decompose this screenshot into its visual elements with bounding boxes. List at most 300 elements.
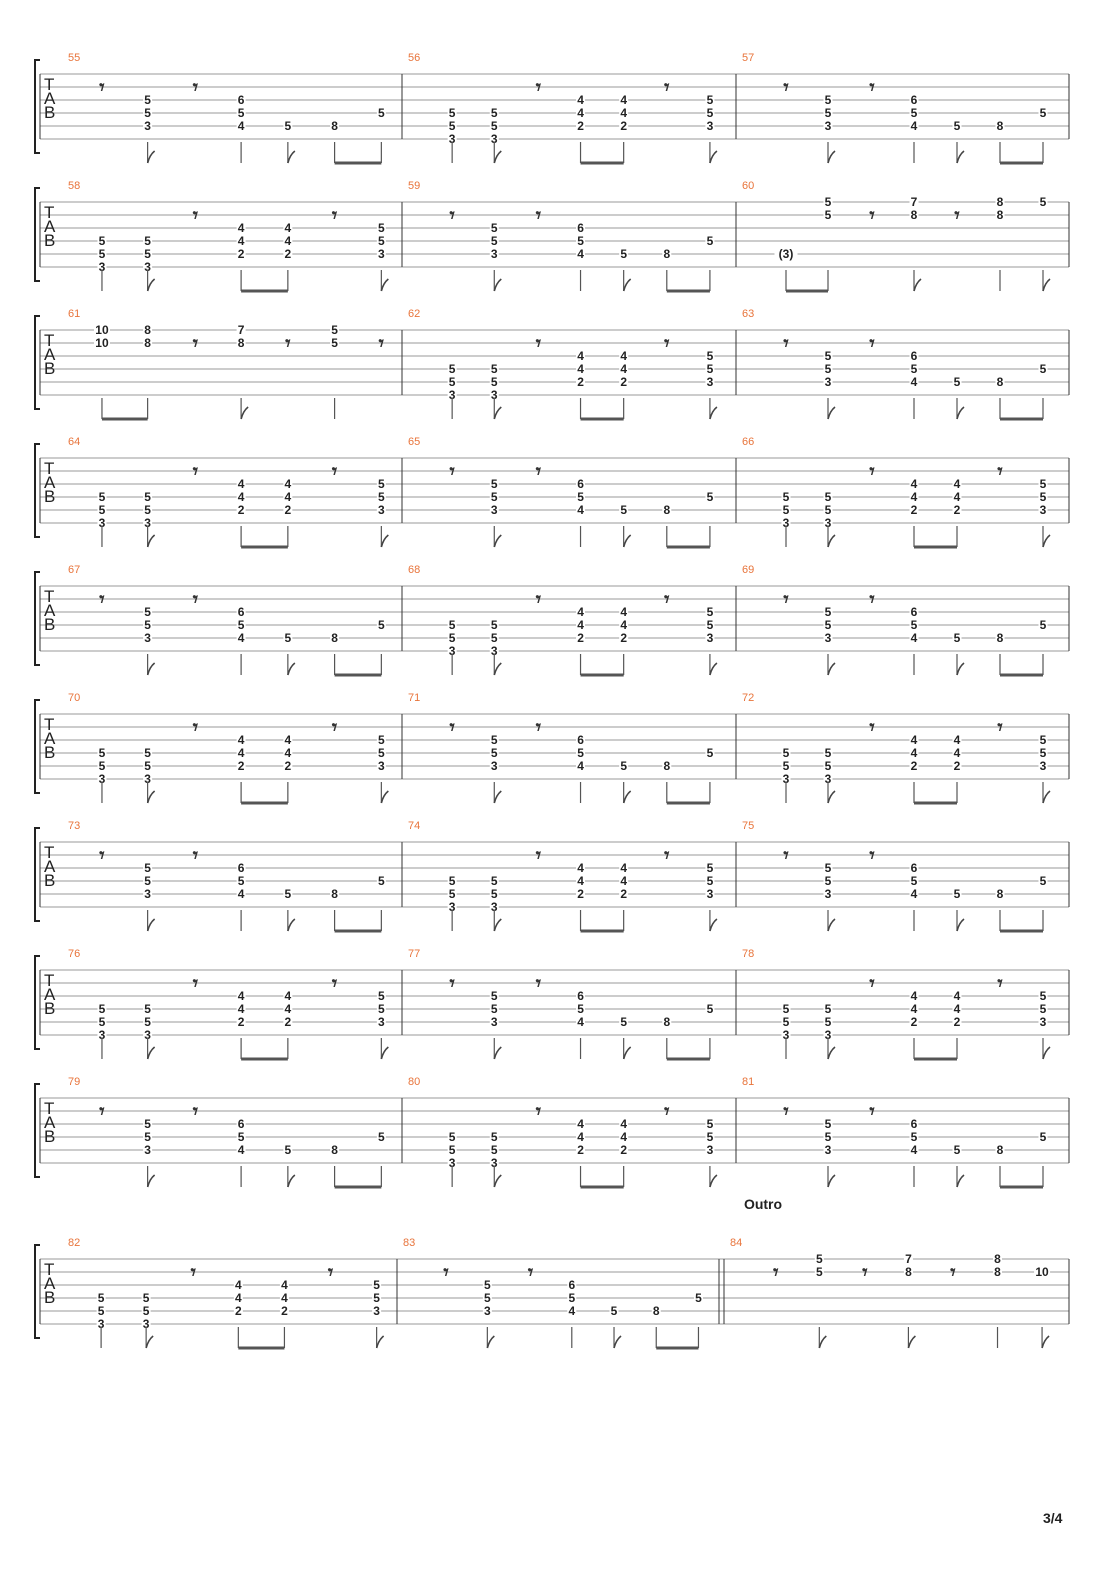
fret-number: 4 bbox=[284, 733, 292, 747]
fret-number: 8 bbox=[331, 887, 338, 901]
eighth-rest: 𝄾 bbox=[869, 331, 875, 355]
fret-number: 5 bbox=[144, 759, 151, 773]
fret-number: 3 bbox=[490, 644, 498, 658]
fret-number: 3 bbox=[98, 516, 106, 530]
fret-number: 5 bbox=[284, 1143, 292, 1157]
fret-number: 10 bbox=[95, 336, 109, 350]
note-flag bbox=[148, 151, 155, 163]
fret-number: 5 bbox=[1039, 477, 1047, 491]
fret-number: 3 bbox=[144, 1028, 151, 1042]
fret-number: 5 bbox=[706, 234, 714, 248]
eighth-rest: 𝄾 bbox=[783, 75, 789, 99]
fret-number: 3 bbox=[448, 132, 456, 146]
fret-number: 5 bbox=[1039, 362, 1047, 376]
fret-number: 5 bbox=[1039, 1002, 1047, 1016]
fret-number: 5 bbox=[378, 1130, 385, 1144]
eighth-rest: 𝄾 bbox=[331, 203, 338, 227]
fret-number: 5 bbox=[824, 1015, 832, 1029]
tab-clef-letter: B bbox=[44, 487, 56, 506]
tab-clef-letter: B bbox=[44, 999, 56, 1018]
fret-number: 5 bbox=[815, 1252, 823, 1266]
eighth-rest: 𝄾 bbox=[192, 459, 199, 483]
eighth-rest: 𝄾 bbox=[535, 331, 542, 355]
fret-number: 5 bbox=[824, 362, 832, 376]
fret-number: 3 bbox=[490, 388, 498, 402]
tab-clef-letter: A bbox=[44, 1113, 56, 1132]
eighth-rest: 𝄾 bbox=[997, 971, 1003, 995]
eighth-rest: 𝄾 bbox=[192, 971, 199, 995]
fret-number: 8 bbox=[996, 195, 1004, 209]
fret-number: 5 bbox=[144, 247, 151, 261]
measure-number: 59 bbox=[408, 180, 421, 192]
fret-number: 3 bbox=[448, 1156, 456, 1170]
fret-number: 10 bbox=[1035, 1265, 1049, 1279]
fret-number: 4 bbox=[620, 861, 628, 875]
tab-clef-letter: A bbox=[44, 89, 56, 108]
fret-number: 5 bbox=[448, 618, 456, 632]
note-flag bbox=[957, 1175, 964, 1187]
fret-number: 5 bbox=[144, 618, 151, 632]
measure bbox=[68, 564, 386, 675]
fret-number: 4 bbox=[284, 1002, 292, 1016]
eighth-rest: 𝄾 bbox=[783, 587, 789, 611]
eighth-rest: 𝄾 bbox=[327, 1260, 334, 1284]
fret-number: 5 bbox=[824, 746, 832, 760]
fret-number: 3 bbox=[144, 516, 151, 530]
fret-number: 5 bbox=[331, 336, 338, 350]
fret-number: 3 bbox=[373, 1304, 380, 1318]
note-flag bbox=[1043, 791, 1050, 803]
note-flag bbox=[288, 151, 295, 163]
fret-number: 5 bbox=[490, 1002, 498, 1016]
fret-number: 2 bbox=[577, 375, 584, 389]
fret-number: 5 bbox=[953, 375, 961, 389]
measure bbox=[68, 180, 388, 291]
fret-number: 5 bbox=[144, 490, 151, 504]
measure-number: 70 bbox=[68, 692, 81, 704]
note-flag bbox=[494, 279, 501, 291]
fret-number: 4 bbox=[577, 759, 584, 773]
measure-number: 66 bbox=[742, 436, 755, 448]
fret-number: 4 bbox=[910, 1002, 918, 1016]
eighth-rest: 𝄾 bbox=[997, 459, 1003, 483]
fret-number: 5 bbox=[1039, 989, 1047, 1003]
measure bbox=[68, 52, 386, 163]
fret-number: 3 bbox=[144, 119, 151, 133]
fret-number: 3 bbox=[1039, 503, 1047, 517]
fret-number: 2 bbox=[577, 1143, 584, 1157]
fret-number: 3 bbox=[824, 631, 832, 645]
fret-number: 2 bbox=[284, 1015, 292, 1029]
fret-number: 3 bbox=[782, 772, 790, 786]
note-flag bbox=[624, 791, 631, 803]
note-flag bbox=[1043, 535, 1050, 547]
tab-clef-letter: T bbox=[44, 75, 55, 94]
fret-number: 6 bbox=[910, 605, 918, 619]
fret-number: 3 bbox=[490, 132, 498, 146]
tab-system bbox=[35, 1076, 1069, 1187]
fret-number: 5 bbox=[620, 1015, 628, 1029]
measure bbox=[408, 1076, 717, 1187]
fret-number: 4 bbox=[910, 733, 918, 747]
fret-number: 5 bbox=[490, 221, 498, 235]
note-flag bbox=[148, 1175, 155, 1187]
note-flag bbox=[288, 1175, 295, 1187]
fret-number: 6 bbox=[910, 861, 918, 875]
system-brace bbox=[35, 700, 40, 793]
fret-number: 4 bbox=[237, 221, 245, 235]
fret-number: 3 bbox=[144, 1143, 151, 1157]
eighth-rest: 𝄾 bbox=[869, 203, 875, 227]
fret-number: 8 bbox=[663, 503, 671, 517]
fret-number: 2 bbox=[284, 503, 292, 517]
note-flag bbox=[146, 1336, 153, 1348]
measure-number: 64 bbox=[68, 436, 81, 448]
tab-clef-letter: A bbox=[44, 857, 56, 876]
note-flag bbox=[828, 1175, 835, 1187]
eighth-rest: 𝄾 bbox=[331, 971, 338, 995]
measure-number: 58 bbox=[68, 180, 81, 192]
measure bbox=[742, 436, 1050, 547]
fret-number: 4 bbox=[577, 1130, 584, 1144]
measure bbox=[742, 1076, 1048, 1187]
note-flag bbox=[494, 535, 501, 547]
fret-number: 5 bbox=[577, 746, 584, 760]
fret-number: 5 bbox=[824, 106, 832, 120]
fret-number: 5 bbox=[378, 733, 385, 747]
fret-number: 3 bbox=[706, 119, 714, 133]
fret-number: 4 bbox=[237, 1143, 245, 1157]
fret-number: 3 bbox=[144, 772, 151, 786]
fret-number: (3) bbox=[778, 247, 794, 261]
note-flag bbox=[957, 919, 964, 931]
fret-number: 3 bbox=[706, 887, 714, 901]
fret-number: 5 bbox=[378, 477, 385, 491]
fret-number: 5 bbox=[144, 106, 151, 120]
fret-number: 5 bbox=[824, 503, 832, 517]
fret-number: 2 bbox=[953, 1015, 961, 1029]
fret-number: 3 bbox=[490, 759, 498, 773]
tab-system bbox=[35, 948, 1069, 1059]
fret-number: 4 bbox=[577, 618, 584, 632]
note-flag bbox=[148, 663, 155, 675]
measure bbox=[408, 308, 717, 419]
fret-number: 5 bbox=[706, 1002, 714, 1016]
fret-number: 5 bbox=[1039, 106, 1047, 120]
fret-number: 4 bbox=[577, 247, 584, 261]
eighth-rest: 𝄾 bbox=[664, 75, 670, 99]
fret-number: 5 bbox=[142, 1304, 150, 1318]
measure bbox=[408, 180, 714, 291]
fret-number: 3 bbox=[142, 1317, 150, 1331]
fret-number: 5 bbox=[706, 861, 714, 875]
eighth-rest: 𝄾 bbox=[192, 715, 199, 739]
measure bbox=[68, 948, 388, 1059]
fret-number: 2 bbox=[234, 1304, 242, 1318]
fret-number: 4 bbox=[910, 887, 918, 901]
note-flag bbox=[381, 791, 388, 803]
note-flag bbox=[288, 919, 295, 931]
fret-number: 5 bbox=[98, 490, 106, 504]
section-label: Outro bbox=[743, 1196, 783, 1212]
fret-number: 4 bbox=[910, 746, 918, 760]
fret-number: 3 bbox=[824, 1143, 832, 1157]
tab-clef-letter: A bbox=[44, 473, 56, 492]
fret-number: 5 bbox=[1039, 195, 1047, 209]
eighth-rest: 𝄾 bbox=[192, 203, 199, 227]
eighth-rest: 𝄾 bbox=[285, 331, 291, 355]
system-brace bbox=[35, 316, 40, 409]
eighth-rest: 𝄾 bbox=[773, 1260, 779, 1284]
fret-number: 4 bbox=[953, 1002, 961, 1016]
fret-number: 5 bbox=[448, 631, 456, 645]
measure bbox=[68, 1076, 386, 1187]
fret-number: 5 bbox=[782, 759, 790, 773]
fret-number: 4 bbox=[284, 477, 292, 491]
fret-number: 5 bbox=[782, 1015, 790, 1029]
measure bbox=[408, 564, 717, 675]
note-flag bbox=[494, 791, 501, 803]
measure bbox=[408, 436, 714, 547]
fret-number: 8 bbox=[996, 1143, 1004, 1157]
measure-number: 65 bbox=[408, 436, 421, 448]
fret-number: 3 bbox=[483, 1304, 491, 1318]
fret-number: 3 bbox=[490, 900, 498, 914]
fret-number: 6 bbox=[910, 93, 918, 107]
fret-number: 4 bbox=[284, 221, 292, 235]
fret-number: 3 bbox=[144, 631, 151, 645]
fret-number: 5 bbox=[490, 887, 498, 901]
fret-number: 5 bbox=[378, 1002, 385, 1016]
fret-number: 5 bbox=[706, 490, 714, 504]
fret-number: 5 bbox=[237, 618, 245, 632]
note-flag bbox=[710, 407, 717, 419]
fret-number: 4 bbox=[953, 746, 961, 760]
fret-number: 5 bbox=[144, 93, 151, 107]
fret-number: 5 bbox=[98, 234, 106, 248]
tab-clef-letter: T bbox=[44, 587, 55, 606]
tab-clef-letter: B bbox=[44, 1127, 56, 1146]
note-flag bbox=[494, 919, 501, 931]
fret-number: 5 bbox=[378, 874, 385, 888]
fret-number: 8 bbox=[331, 119, 338, 133]
note-flag bbox=[381, 279, 388, 291]
fret-number: 5 bbox=[373, 1278, 380, 1292]
fret-number: 4 bbox=[284, 989, 292, 1003]
measure-number: 82 bbox=[68, 1237, 81, 1249]
fret-number: 4 bbox=[620, 605, 628, 619]
note-flag bbox=[710, 1175, 717, 1187]
fret-number: 5 bbox=[448, 106, 456, 120]
fret-number: 4 bbox=[234, 1278, 242, 1292]
fret-number: 2 bbox=[620, 375, 628, 389]
fret-number: 5 bbox=[953, 631, 961, 645]
fret-number: 4 bbox=[237, 989, 245, 1003]
eighth-rest: 𝄾 bbox=[535, 587, 542, 611]
fret-number: 5 bbox=[824, 195, 832, 209]
fret-number: 5 bbox=[284, 887, 292, 901]
fret-number: 5 bbox=[98, 1002, 106, 1016]
note-flag bbox=[828, 919, 835, 931]
fret-number: 2 bbox=[620, 119, 628, 133]
fret-number: 4 bbox=[237, 234, 245, 248]
fret-number: 5 bbox=[824, 93, 832, 107]
fret-number: 5 bbox=[448, 119, 456, 133]
fret-number: 3 bbox=[448, 388, 456, 402]
fret-number: 5 bbox=[144, 234, 151, 248]
fret-number: 5 bbox=[782, 746, 790, 760]
fret-number: 5 bbox=[953, 887, 961, 901]
fret-number: 4 bbox=[284, 234, 292, 248]
eighth-rest: 𝄾 bbox=[378, 331, 385, 355]
fret-number: 5 bbox=[237, 874, 245, 888]
fret-number: 5 bbox=[490, 477, 498, 491]
tab-clef-letter: B bbox=[44, 1288, 56, 1307]
fret-number: 2 bbox=[237, 503, 245, 517]
fret-number: 3 bbox=[490, 247, 498, 261]
note-flag bbox=[494, 407, 501, 419]
eighth-rest: 𝄾 bbox=[869, 587, 875, 611]
note-flag bbox=[377, 1336, 384, 1348]
fret-number: 4 bbox=[568, 1304, 576, 1318]
fret-number: 4 bbox=[577, 93, 584, 107]
measure-number: 62 bbox=[408, 308, 421, 320]
measure-number: 83 bbox=[403, 1237, 416, 1249]
fret-number: 5 bbox=[706, 874, 714, 888]
fret-number: 5 bbox=[706, 605, 714, 619]
fret-number: 4 bbox=[620, 1130, 628, 1144]
measure-number: 67 bbox=[68, 564, 81, 576]
note-flag bbox=[487, 1336, 494, 1348]
fret-number: 5 bbox=[98, 746, 106, 760]
measure-number: 77 bbox=[408, 948, 421, 960]
fret-number: 2 bbox=[620, 631, 628, 645]
note-flag bbox=[148, 919, 155, 931]
eighth-rest: 𝄾 bbox=[192, 1099, 199, 1123]
fret-number: 4 bbox=[910, 119, 918, 133]
system-brace bbox=[35, 572, 40, 665]
note-flag bbox=[624, 1047, 631, 1059]
fret-number: 5 bbox=[490, 106, 498, 120]
fret-number: 5 bbox=[144, 503, 151, 517]
eighth-rest: 𝄾 bbox=[535, 715, 542, 739]
measure bbox=[68, 1237, 384, 1348]
fret-number: 5 bbox=[953, 119, 961, 133]
eighth-rest: 𝄾 bbox=[535, 971, 542, 995]
measure bbox=[742, 52, 1048, 163]
fret-number: 4 bbox=[953, 989, 961, 1003]
fret-number: 5 bbox=[490, 733, 498, 747]
eighth-rest: 𝄾 bbox=[869, 715, 875, 739]
fret-number: 3 bbox=[1039, 759, 1047, 773]
eighth-rest: 𝄾 bbox=[869, 75, 875, 99]
eighth-rest: 𝄾 bbox=[664, 843, 670, 867]
note-flag bbox=[828, 1047, 835, 1059]
eighth-rest: 𝄾 bbox=[869, 1099, 875, 1123]
measure bbox=[742, 564, 1048, 675]
measure bbox=[742, 692, 1050, 803]
note-flag bbox=[908, 1336, 915, 1348]
fret-number: 4 bbox=[577, 106, 584, 120]
fret-number: 2 bbox=[577, 631, 584, 645]
fret-number: 4 bbox=[577, 503, 584, 517]
fret-number: 8 bbox=[996, 208, 1004, 222]
fret-number: 3 bbox=[448, 900, 456, 914]
fret-number: 5 bbox=[577, 234, 584, 248]
fret-number: 4 bbox=[237, 746, 245, 760]
eighth-rest: 𝄾 bbox=[99, 843, 105, 867]
measure-number: 56 bbox=[408, 52, 421, 64]
fret-number: 5 bbox=[706, 362, 714, 376]
fret-number: 5 bbox=[144, 874, 151, 888]
fret-number: 5 bbox=[378, 989, 385, 1003]
fret-number: 4 bbox=[620, 362, 628, 376]
fret-number: 3 bbox=[98, 260, 106, 274]
fret-number: 5 bbox=[706, 93, 714, 107]
tab-clef-letter: T bbox=[44, 459, 55, 478]
fret-number: 4 bbox=[577, 1015, 584, 1029]
fret-number: 8 bbox=[996, 631, 1004, 645]
fret-number: 2 bbox=[284, 759, 292, 773]
eighth-rest: 𝄾 bbox=[869, 843, 875, 867]
note-flag bbox=[148, 791, 155, 803]
measure bbox=[408, 948, 714, 1059]
measure bbox=[742, 820, 1048, 931]
fret-number: 6 bbox=[568, 1278, 576, 1292]
fret-number: 2 bbox=[953, 503, 961, 517]
measure bbox=[742, 180, 1050, 291]
fret-number: 5 bbox=[378, 234, 385, 248]
eighth-rest: 𝄾 bbox=[869, 459, 875, 483]
note-flag bbox=[819, 1336, 826, 1348]
measure-number: 57 bbox=[742, 52, 755, 64]
fret-number: 5 bbox=[483, 1278, 491, 1292]
fret-number: 2 bbox=[284, 247, 292, 261]
fret-number: 3 bbox=[824, 119, 832, 133]
fret-number: 4 bbox=[237, 887, 245, 901]
tab-clef-letter: T bbox=[44, 203, 55, 222]
fret-number: 5 bbox=[490, 989, 498, 1003]
fret-number: 5 bbox=[490, 1130, 498, 1144]
fret-number: 8 bbox=[652, 1304, 660, 1318]
measure bbox=[403, 1237, 703, 1348]
eighth-rest: 𝄾 bbox=[99, 1099, 105, 1123]
fret-number: 3 bbox=[490, 1156, 498, 1170]
measure-number: 74 bbox=[408, 820, 421, 832]
fret-number: 4 bbox=[910, 1143, 918, 1157]
fret-number: 2 bbox=[577, 119, 584, 133]
fret-number: 3 bbox=[782, 516, 790, 530]
fret-number: 6 bbox=[577, 221, 584, 235]
fret-number: 5 bbox=[490, 234, 498, 248]
fret-number: 8 bbox=[994, 1252, 1001, 1266]
fret-number: 5 bbox=[910, 106, 918, 120]
eighth-rest: 𝄾 bbox=[664, 587, 670, 611]
fret-number: 8 bbox=[996, 119, 1004, 133]
fret-number: 4 bbox=[284, 490, 292, 504]
fret-number: 7 bbox=[910, 195, 918, 209]
fret-number: 5 bbox=[490, 490, 498, 504]
fret-number: 4 bbox=[577, 349, 584, 363]
fret-number: 5 bbox=[448, 1130, 456, 1144]
measure-number: 75 bbox=[742, 820, 755, 832]
fret-number: 2 bbox=[910, 1015, 918, 1029]
fret-number: 3 bbox=[706, 1143, 714, 1157]
fret-number: 5 bbox=[824, 490, 832, 504]
fret-number: 3 bbox=[490, 1015, 498, 1029]
fret-number: 4 bbox=[577, 874, 584, 888]
fret-number: 5 bbox=[568, 1291, 576, 1305]
